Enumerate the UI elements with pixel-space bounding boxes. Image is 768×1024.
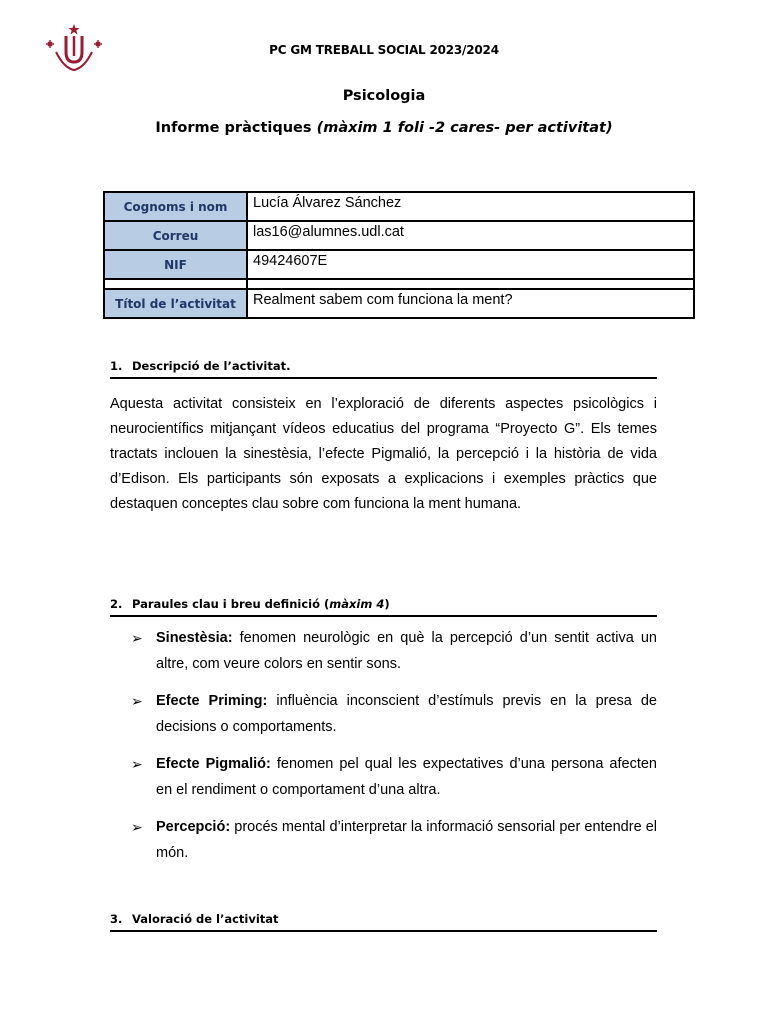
list-item <box>131 815 657 866</box>
keyword-definition: fenomen neurològic en què la percepció d’un sentit activa un altre, com veure colors en sentir sons. <box>156 630 657 672</box>
keyword-term: Sinestèsia: <box>156 630 233 646</box>
keyword-term: Percepció: <box>156 819 231 835</box>
email-label: Correu <box>104 221 247 250</box>
activity-title-label: Títol de l’activitat <box>104 289 247 318</box>
nif-label: NIF <box>104 250 247 279</box>
section-title-end: ) <box>384 597 390 611</box>
keyword-definition: influència inconscient d’estímuls previs en la presa de decisions o comportaments. <box>156 693 657 735</box>
section-title-italic: màxim 4 <box>329 597 385 611</box>
report-title-text: Informe pràctiques <box>155 120 312 136</box>
table-row <box>104 192 694 221</box>
section-number: 3. <box>110 912 123 926</box>
arrow-bullet-icon: ➢ <box>131 693 143 709</box>
table-row <box>104 289 694 318</box>
name-value: Lucía Álvarez Sánchez <box>247 192 694 221</box>
name-label: Cognoms i nom <box>104 192 247 221</box>
arrow-bullet-icon: ➢ <box>131 819 143 835</box>
section-1-heading <box>110 359 657 379</box>
section-title: Paraules clau i breu definició ( <box>132 597 330 611</box>
header-title: PC GM TREBALL SOCIAL 2023/2024 <box>269 43 499 57</box>
keyword-definition: procés mental d’interpretar la informació sensorial per entendre el món. <box>156 819 658 861</box>
list-item <box>131 689 657 740</box>
section-title: Valoració de l’activitat <box>132 912 279 926</box>
section-title: Descripció de l’activitat. <box>132 359 291 373</box>
student-info-table <box>103 191 695 319</box>
keyword-definition: fenomen pel qual les expectatives d’una persona afecten en el rendiment o comportament d’una altra. <box>156 756 657 798</box>
keyword-term: Efecte Pigmalió: <box>156 756 271 772</box>
section-3-heading <box>110 912 657 932</box>
section-2-heading <box>110 597 657 617</box>
nif-value: 49424607E <box>247 250 694 279</box>
list-item <box>131 626 657 677</box>
activity-title-value: Realment sabem com funciona la ment? <box>247 289 694 318</box>
keywords-list <box>131 626 657 878</box>
arrow-bullet-icon: ➢ <box>131 756 143 772</box>
spacer-cell <box>247 279 694 289</box>
report-title-note: (màxim 1 foli -2 cares- per activitat) <box>316 120 613 136</box>
list-item <box>131 752 657 803</box>
subject-title: Psicologia <box>342 88 426 104</box>
report-title <box>0 120 768 136</box>
section-number: 2. <box>110 597 123 611</box>
section-number: 1. <box>110 359 123 373</box>
email-value: las16@alumnes.udl.cat <box>247 221 694 250</box>
spacer-cell <box>104 279 247 289</box>
keyword-term: Efecte Priming: <box>156 693 268 709</box>
table-spacer-row <box>104 279 694 289</box>
table-row <box>104 250 694 279</box>
description-paragraph: Aquesta activitat consisteix en l’exploració de diferents aspectes psicològics i neurocientífics mitjançant vídeos educatius del programa “Proyecto G”. Els temes tractats inclouen la sinestèsia, l’efecte Pigmalió, la percepció i la història de vida d’Edison. Els participants són exposats a explicacions i exemples pràctics que destaquen conceptes clau sobre com funciona la ment humana. <box>110 396 657 512</box>
table-row <box>104 221 694 250</box>
arrow-bullet-icon: ➢ <box>131 630 143 646</box>
